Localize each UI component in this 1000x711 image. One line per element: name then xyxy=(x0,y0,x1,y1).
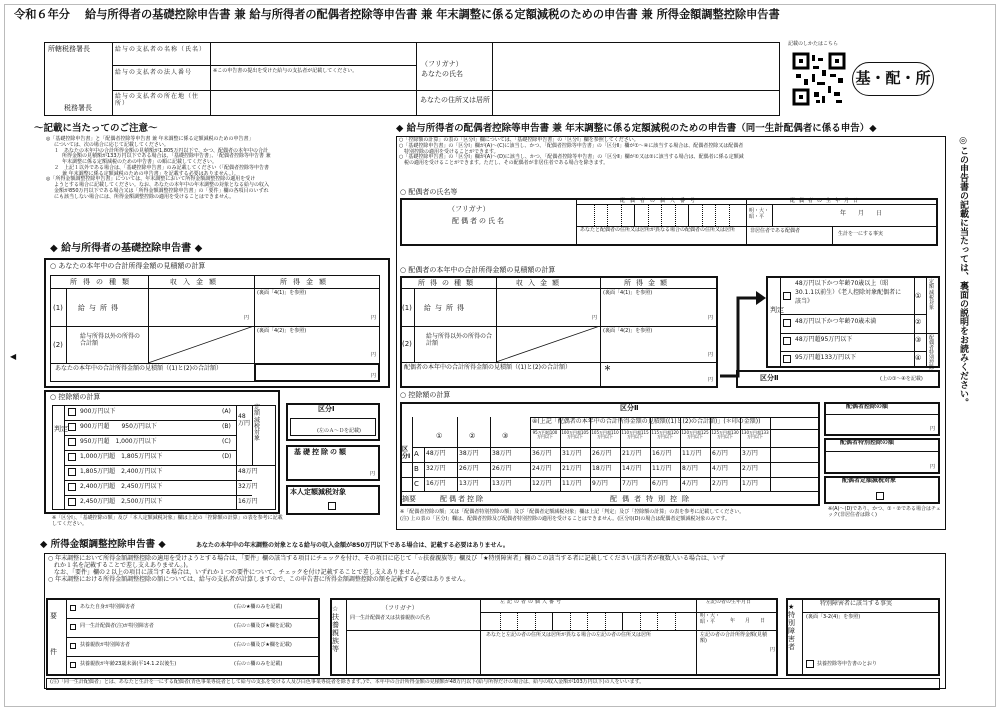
basic-range-6-checkbox[interactable] xyxy=(68,498,76,506)
fuyo-check-checkbox[interactable] xyxy=(806,660,814,668)
spouse-grid-cell: 12万円 xyxy=(532,480,552,487)
spouse-grid-cell: 3万円 xyxy=(742,450,758,457)
spouse-grid-cell: 24万円 xyxy=(532,465,552,472)
spouse-heading: ◆ 給与所得者の配偶者控除等申告書 兼 年末調整に係る定額減税のための申告書（同一生計配偶者に係る申告）◆ xyxy=(396,123,877,134)
spouse-grid-cell: 26万円 xyxy=(459,465,479,472)
spouse-grid-cell: 2万円 xyxy=(742,465,758,472)
notes-body: ◎「基礎控除申告書」と「配偶者控除等申告書 兼 年末調整に係る定額減税のための申告書」 については、次の場合に応じて記載してください。 １ あなたの本年中の合計所得金額の見積額が1,805万円以下で、かつ、配偶者の本年中の合計 所得金額の見積額が133万円以下である場合は、「基礎控除申告書」、「配偶者控除等申告書 兼 年末調整に係る定額減税のための申告書」の順に記載してください。 ２ 上記１以外である場合は、「基礎控除申告書」のみ記載してください（「配偶者控除等申告書 兼 年末調整に係る定額減税のための申告書」を記載する必要はありません。）。 ◎「所得金額調整控除申告書」については、年末調整において所得金額調整控除の適用を受け ようとする場合に記載してください。なお、あなたの本年中の年末調整の対象となる給与の収入 金額が850万円以下である場合又は「所得金額調整控除申告書」の「要件」欄の各項目のいずれ にも該当しない場合には、所得金額調整控除の適用を受けることはできません。 xyxy=(46,136,271,200)
basic-range-5-checkbox[interactable] xyxy=(68,483,76,491)
spouse-grid-cell: 31万円 xyxy=(562,450,582,457)
basic-range-4: 1,805万円超 2,400万円以下 xyxy=(80,468,163,475)
basic-range-5: 2,400万円超 2,450万円以下 xyxy=(80,483,163,490)
adjust-req-3-checkbox[interactable] xyxy=(70,662,76,668)
basic-range-2: 950万円超 1,000万円以下 xyxy=(80,438,157,445)
adjust-req-2-checkbox[interactable] xyxy=(70,643,76,649)
spouse-grid-cell: 38万円 xyxy=(492,450,512,457)
spouse-grid-cell: 7万円 xyxy=(622,480,638,487)
payer-address-label: 給与の支払者の所在地（住所） xyxy=(115,93,200,107)
basic-amount-4: 48万円 xyxy=(238,468,258,475)
spouse-grid-cell: 16万円 xyxy=(652,450,672,457)
spouse-grid-cell: 6万円 xyxy=(652,480,668,487)
payer-name-label: 給与の支払者の名称（氏名） xyxy=(115,46,207,53)
spouse-intro: ○「控除額の計算」の表の「区分Ⅰ」欄については、「基礎控除申告書」の「区分Ⅰ」欄を参照してください。 ○「基礎控除申告書」の「区分Ⅰ」欄が(A)～(C)に該当し、かつ、「配偶者控除等申告書」の「区分Ⅱ」欄が①～④に該当する場合は、配偶者控除又は配偶者 特別控除の適用を受けることができます。 ○「基礎控除申告書」の「区分Ⅰ」欄が(A)～(D)に該当し、かつ、「配偶者控除等申告書」の「区分Ⅱ」欄が①又は②に該当する場合は、配偶者に係る定額減 税の適用を受けることができます。ただし、その配偶者が非居住者である場合を除きます。 xyxy=(399,137,744,166)
furigana-label: （フリガナ） xyxy=(421,60,463,68)
spouse-grid-cell: 14万円 xyxy=(622,465,642,472)
spouse-grid-cell: 16万円 xyxy=(426,480,446,487)
spouse-grid-cell: 4万円 xyxy=(682,480,698,487)
spouse-grid-cell: 6万円 xyxy=(712,450,728,457)
spouse-grid-cell: 26万円 xyxy=(592,450,612,457)
basic-range-1-checkbox[interactable] xyxy=(68,423,76,431)
spouse-grid-cell: 32万円 xyxy=(426,465,446,472)
basic-range-4-checkbox[interactable] xyxy=(68,468,76,476)
spouse-grid-cell: 13万円 xyxy=(492,480,512,487)
spouse-grid-cell: 11万円 xyxy=(562,480,582,487)
spouse-grid-cell: 36万円 xyxy=(532,450,552,457)
adjust-req-0-checkbox[interactable] xyxy=(70,605,76,611)
spouse-grid-cell: 11万円 xyxy=(682,450,702,457)
judge-2-checkbox[interactable] xyxy=(783,319,791,327)
spouse-grid-cell: 4万円 xyxy=(712,465,728,472)
basic-amount-6: 16万円 xyxy=(238,498,258,505)
basic-range-2-checkbox[interactable] xyxy=(68,438,76,446)
spouse-grid-cell: 9万円 xyxy=(592,480,608,487)
tax-office-label: 所轄税務署長 xyxy=(48,45,90,53)
payer-number-label: 給与の支払者の法人番号 xyxy=(115,69,193,76)
basic-range-1: 900万円超 950万円以下 xyxy=(80,423,157,430)
adjust-footer: (注)「同一生計配偶者」とは、あなたと生計を一にする配偶者(青色事業専従者として給与の支払を受ける人及び白色事業専従者を除きます。)で、本年中の合計所得金額の見積額が48万円以下(給与所得だけの場合は、給与の収入金額が103万円以下)の人をいいます。 xyxy=(50,679,645,685)
qr-label: 記載のしかたはこちら xyxy=(788,41,839,47)
judge-4-checkbox[interactable] xyxy=(783,355,791,363)
spouse-grid-cell: 11万円 xyxy=(652,465,672,472)
spouse-grid-cell: 18万円 xyxy=(592,465,612,472)
side-note: ◎この申告書の記載に当たっては、裏面の説明をお読みください。 xyxy=(958,136,968,407)
spouse-grid-cell: 21万円 xyxy=(622,450,642,457)
notes-heading: ～記載に当たってのご注意～ xyxy=(34,123,158,134)
basic-range-3: 1,000万円超 1,805万円以下 xyxy=(80,453,163,460)
judge-3-checkbox[interactable] xyxy=(783,337,791,345)
basic-total-field[interactable] xyxy=(254,363,380,382)
basic-heading: ◆ 給与所得者の基礎控除申告書 ◆ xyxy=(50,243,203,254)
basic-range-0-checkbox[interactable] xyxy=(68,408,76,416)
spouse-grid-cell: 48万円 xyxy=(426,450,446,457)
your-name-label: あなたの氏名 xyxy=(421,70,463,78)
judge-1-checkbox[interactable] xyxy=(783,292,791,300)
adjust-heading: ◆ 所得金額調整控除申告書 ◆ xyxy=(40,539,166,550)
form-type-stamp: 基・配・所 xyxy=(852,62,934,96)
basic-amount-5: 32万円 xyxy=(238,483,258,490)
tax-office-suffix: 税務署長 xyxy=(64,104,92,112)
spouse-grid-cell: 38万円 xyxy=(459,450,479,457)
qr-code-icon[interactable] xyxy=(792,52,846,106)
your-address-label: あなたの住所又は居所 xyxy=(420,96,490,104)
basic-section1: ○ あなたの本年中の合計所得金額の見積額の計算 xyxy=(50,262,206,270)
self-teigaku-checkbox[interactable] xyxy=(328,502,336,510)
basic-range-0: 900万円以下 xyxy=(80,408,116,415)
basic-range-6: 2,450万円超 2,500万円以下 xyxy=(80,498,163,505)
spouse-grid-cell: 13万円 xyxy=(459,480,479,487)
payer-number-note: ※この申告書の提出を受けた給与の支払者が記載してください。 xyxy=(213,68,358,74)
spouse-grid-cell: 1万円 xyxy=(742,480,758,487)
basic-range-3-checkbox[interactable] xyxy=(68,453,76,461)
adjust-req-1-checkbox[interactable] xyxy=(70,624,76,630)
basic-row1: 給与所得 xyxy=(78,304,122,312)
basic-row2: 給与所得以外の所得の合計額 xyxy=(80,333,141,347)
page-title: 令和６年分 給与所得者の基礎控除申告書 兼 給与所得者の配偶者控除等申告書 兼 年末調整に係る定額減税のための申告書 兼 所得金額調整控除申告書 xyxy=(14,8,780,21)
spouse-grid-cell: 8万円 xyxy=(682,465,698,472)
spouse-grid-cell: 21万円 xyxy=(562,465,582,472)
spouse-grid-cell: 26万円 xyxy=(492,465,512,472)
spouse-teigaku-checkbox[interactable] xyxy=(876,492,884,500)
basic-total-label: あなたの本年中の合計所得金額の見積額（(1)と(2)の合計額） xyxy=(55,365,222,372)
spouse-grid-cell: 2万円 xyxy=(712,480,728,487)
